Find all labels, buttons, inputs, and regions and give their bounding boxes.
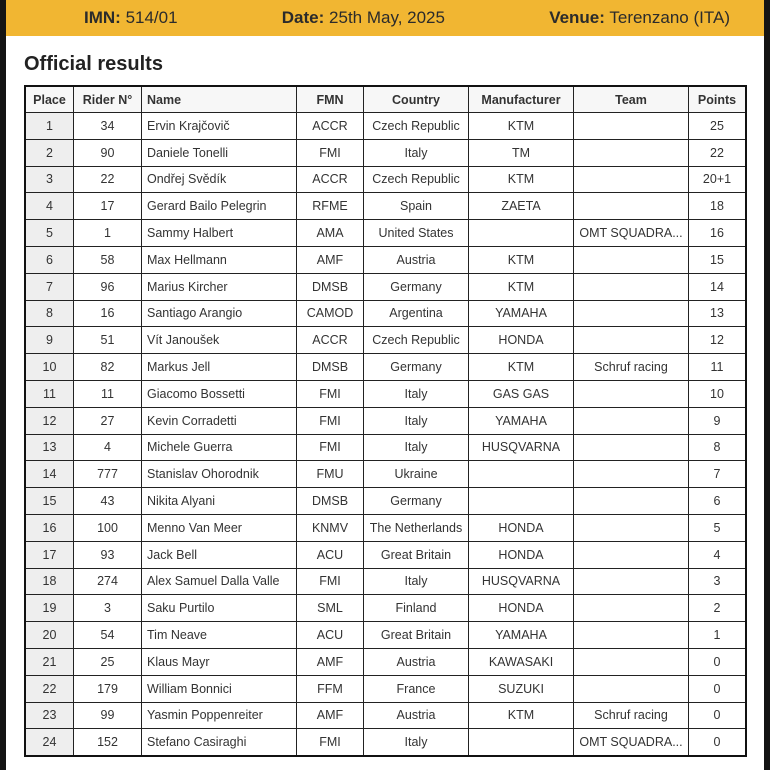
cell-team	[574, 166, 689, 193]
cell-manufacturer: HUSQVARNA	[469, 568, 574, 595]
cell-country: Spain	[364, 193, 469, 220]
cell-manufacturer: HUSQVARNA	[469, 434, 574, 461]
cell-manufacturer: TM	[469, 139, 574, 166]
cell-rider-number: 100	[74, 514, 142, 541]
column-header-place[interactable]: Place	[25, 86, 74, 113]
cell-fmn: ACCR	[297, 113, 364, 140]
table-row[interactable]	[25, 729, 746, 756]
cell-country: Finland	[364, 595, 469, 622]
cell-name: Stanislav Ohorodnik	[142, 461, 297, 488]
cell-points: 14	[689, 273, 747, 300]
cell-fmn: AMF	[297, 702, 364, 729]
cell-place: 21	[25, 648, 74, 675]
cell-country: Italy	[364, 434, 469, 461]
cell-name: Marius Kircher	[142, 273, 297, 300]
cell-name: Alex Samuel Dalla Valle	[142, 568, 297, 595]
cell-fmn: FMI	[297, 380, 364, 407]
cell-name: Ondřej Svědík	[142, 166, 297, 193]
cell-team	[574, 434, 689, 461]
cell-fmn: AMA	[297, 220, 364, 247]
cell-country: Germany	[364, 273, 469, 300]
table-row[interactable]	[25, 273, 746, 300]
cell-team: OMT SQUADRA...	[574, 220, 689, 247]
cell-fmn: ACU	[297, 541, 364, 568]
table-row[interactable]	[25, 675, 746, 702]
table-row[interactable]	[25, 488, 746, 515]
cell-country: Germany	[364, 354, 469, 381]
cell-team	[574, 193, 689, 220]
cell-rider-number: 16	[74, 300, 142, 327]
cell-fmn: FMI	[297, 139, 364, 166]
cell-country: Italy	[364, 729, 469, 756]
table-row[interactable]	[25, 193, 746, 220]
cell-name: Markus Jell	[142, 354, 297, 381]
cell-points: 11	[689, 354, 747, 381]
cell-points: 10	[689, 380, 747, 407]
cell-manufacturer: KTM	[469, 702, 574, 729]
cell-fmn: SML	[297, 595, 364, 622]
imn-info	[84, 8, 178, 28]
table-row[interactable]	[25, 246, 746, 273]
cell-points: 3	[689, 568, 747, 595]
cell-name: Vít Janoušek	[142, 327, 297, 354]
cell-fmn: DMSB	[297, 273, 364, 300]
cell-place: 19	[25, 595, 74, 622]
cell-name: Ervin Krajčovič	[142, 113, 297, 140]
cell-manufacturer: YAMAHA	[469, 622, 574, 649]
cell-place: 10	[25, 354, 74, 381]
cell-fmn: FMI	[297, 568, 364, 595]
venue-label: Venue:	[549, 8, 605, 27]
cell-place: 7	[25, 273, 74, 300]
cell-fmn: FMI	[297, 407, 364, 434]
column-header-name[interactable]: Name	[142, 86, 297, 113]
cell-points: 0	[689, 675, 747, 702]
cell-fmn: KNMV	[297, 514, 364, 541]
cell-place: 15	[25, 488, 74, 515]
cell-country: Great Britain	[364, 622, 469, 649]
cell-country: The Netherlands	[364, 514, 469, 541]
cell-team	[574, 113, 689, 140]
cell-points: 8	[689, 434, 747, 461]
cell-country: Great Britain	[364, 541, 469, 568]
cell-country: Italy	[364, 568, 469, 595]
cell-place: 8	[25, 300, 74, 327]
table-row[interactable]	[25, 514, 746, 541]
cell-points: 16	[689, 220, 747, 247]
table-row[interactable]	[25, 622, 746, 649]
cell-name: Kevin Corradetti	[142, 407, 297, 434]
table-row[interactable]	[25, 166, 746, 193]
cell-manufacturer: KTM	[469, 273, 574, 300]
event-header-bar	[6, 0, 764, 36]
cell-rider-number: 152	[74, 729, 142, 756]
cell-points: 7	[689, 461, 747, 488]
cell-name: Menno Van Meer	[142, 514, 297, 541]
venue-info	[549, 8, 730, 28]
cell-country: Czech Republic	[364, 113, 469, 140]
table-row[interactable]	[25, 568, 746, 595]
cell-team	[574, 648, 689, 675]
cell-rider-number: 4	[74, 434, 142, 461]
results-page	[6, 0, 764, 770]
cell-manufacturer: SUZUKI	[469, 675, 574, 702]
cell-points: 4	[689, 541, 747, 568]
cell-rider-number: 11	[74, 380, 142, 407]
cell-country: Germany	[364, 488, 469, 515]
cell-name: Jack Bell	[142, 541, 297, 568]
cell-manufacturer	[469, 461, 574, 488]
cell-points: 0	[689, 648, 747, 675]
column-header-manufacturer[interactable]: Manufacturer	[469, 86, 574, 113]
table-header-row	[25, 86, 746, 113]
cell-manufacturer	[469, 488, 574, 515]
cell-name: Stefano Casiraghi	[142, 729, 297, 756]
page-title: Official results	[24, 53, 163, 75]
cell-rider-number: 34	[74, 113, 142, 140]
cell-place: 4	[25, 193, 74, 220]
cell-team	[574, 380, 689, 407]
cell-rider-number: 96	[74, 273, 142, 300]
table-row[interactable]	[25, 434, 746, 461]
cell-points: 9	[689, 407, 747, 434]
venue-value: Terenzano (ITA)	[609, 8, 730, 27]
date-label: Date:	[281, 8, 325, 27]
cell-rider-number: 274	[74, 568, 142, 595]
cell-name: Daniele Tonelli	[142, 139, 297, 166]
cell-fmn: AMF	[297, 246, 364, 273]
cell-rider-number: 82	[74, 354, 142, 381]
table-row[interactable]	[25, 220, 746, 247]
cell-team: Schruf racing	[574, 354, 689, 381]
cell-place: 9	[25, 327, 74, 354]
table-row[interactable]	[25, 327, 746, 354]
cell-points: 0	[689, 729, 747, 756]
cell-country: Ukraine	[364, 461, 469, 488]
cell-points: 5	[689, 514, 747, 541]
cell-name: Sammy Halbert	[142, 220, 297, 247]
results-table	[24, 85, 747, 757]
cell-name: Yasmin Poppenreiter	[142, 702, 297, 729]
date-info	[282, 8, 445, 28]
cell-place: 12	[25, 407, 74, 434]
imn-label: IMN:	[84, 8, 121, 27]
cell-team	[574, 273, 689, 300]
cell-place: 14	[25, 461, 74, 488]
cell-team	[574, 139, 689, 166]
cell-name: Max Hellmann	[142, 246, 297, 273]
cell-place: 24	[25, 729, 74, 756]
table-row[interactable]	[25, 380, 746, 407]
cell-rider-number: 90	[74, 139, 142, 166]
cell-manufacturer: KTM	[469, 354, 574, 381]
cell-place: 3	[25, 166, 74, 193]
cell-rider-number: 1	[74, 220, 142, 247]
cell-points: 18	[689, 193, 747, 220]
cell-name: Michele Guerra	[142, 434, 297, 461]
cell-team	[574, 675, 689, 702]
cell-fmn: ACCR	[297, 166, 364, 193]
table-row[interactable]	[25, 354, 746, 381]
table-row[interactable]	[25, 461, 746, 488]
cell-name: Giacomo Bossetti	[142, 380, 297, 407]
cell-place: 16	[25, 514, 74, 541]
cell-points: 22	[689, 139, 747, 166]
cell-rider-number: 99	[74, 702, 142, 729]
cell-place: 13	[25, 434, 74, 461]
cell-country: Italy	[364, 380, 469, 407]
column-header-fmn[interactable]: FMN	[297, 86, 364, 113]
cell-country: Argentina	[364, 300, 469, 327]
cell-country: Italy	[364, 407, 469, 434]
cell-place: 20	[25, 622, 74, 649]
cell-place: 5	[25, 220, 74, 247]
cell-points: 15	[689, 246, 747, 273]
cell-place: 1	[25, 113, 74, 140]
cell-manufacturer: ZAETA	[469, 193, 574, 220]
cell-points: 0	[689, 702, 747, 729]
table-row[interactable]	[25, 702, 746, 729]
cell-fmn: FFM	[297, 675, 364, 702]
cell-points: 6	[689, 488, 747, 515]
cell-rider-number: 3	[74, 595, 142, 622]
cell-team	[574, 327, 689, 354]
cell-fmn: RFME	[297, 193, 364, 220]
cell-rider-number: 25	[74, 648, 142, 675]
cell-points: 13	[689, 300, 747, 327]
cell-fmn: CAMOD	[297, 300, 364, 327]
cell-name: Tim Neave	[142, 622, 297, 649]
cell-team	[574, 622, 689, 649]
cell-team	[574, 541, 689, 568]
cell-manufacturer: KTM	[469, 246, 574, 273]
cell-points: 20+1	[689, 166, 747, 193]
column-header-points[interactable]: Points	[689, 86, 747, 113]
cell-country: Austria	[364, 702, 469, 729]
cell-manufacturer	[469, 729, 574, 756]
cell-rider-number: 43	[74, 488, 142, 515]
cell-manufacturer: KTM	[469, 113, 574, 140]
column-header-team[interactable]: Team	[574, 86, 689, 113]
cell-manufacturer: HONDA	[469, 541, 574, 568]
column-header-country[interactable]: Country	[364, 86, 469, 113]
cell-team: OMT SQUADRA...	[574, 729, 689, 756]
cell-team	[574, 300, 689, 327]
cell-rider-number: 179	[74, 675, 142, 702]
table-row[interactable]	[25, 407, 746, 434]
cell-points: 25	[689, 113, 747, 140]
cell-fmn: AMF	[297, 648, 364, 675]
cell-name: William Bonnici	[142, 675, 297, 702]
cell-rider-number: 777	[74, 461, 142, 488]
cell-fmn: ACCR	[297, 327, 364, 354]
cell-rider-number: 51	[74, 327, 142, 354]
cell-place: 2	[25, 139, 74, 166]
cell-fmn: FMU	[297, 461, 364, 488]
table-row[interactable]	[25, 139, 746, 166]
cell-manufacturer: YAMAHA	[469, 300, 574, 327]
table-row[interactable]	[25, 113, 746, 140]
cell-country: Czech Republic	[364, 327, 469, 354]
cell-country: United States	[364, 220, 469, 247]
cell-place: 11	[25, 380, 74, 407]
cell-manufacturer: YAMAHA	[469, 407, 574, 434]
cell-rider-number: 93	[74, 541, 142, 568]
cell-fmn: DMSB	[297, 488, 364, 515]
cell-country: Austria	[364, 648, 469, 675]
cell-name: Santiago Arangio	[142, 300, 297, 327]
cell-rider-number: 58	[74, 246, 142, 273]
table-row[interactable]	[25, 648, 746, 675]
cell-country: Italy	[364, 139, 469, 166]
cell-rider-number: 27	[74, 407, 142, 434]
cell-manufacturer: HONDA	[469, 595, 574, 622]
cell-name: Nikita Alyani	[142, 488, 297, 515]
cell-country: Czech Republic	[364, 166, 469, 193]
cell-name: Klaus Mayr	[142, 648, 297, 675]
table-row[interactable]	[25, 595, 746, 622]
cell-team	[574, 514, 689, 541]
cell-fmn: ACU	[297, 622, 364, 649]
cell-team	[574, 488, 689, 515]
cell-rider-number: 22	[74, 166, 142, 193]
cell-manufacturer: HONDA	[469, 327, 574, 354]
cell-name: Saku Purtilo	[142, 595, 297, 622]
cell-manufacturer	[469, 220, 574, 247]
table-row[interactable]	[25, 300, 746, 327]
cell-points: 1	[689, 622, 747, 649]
cell-team	[574, 461, 689, 488]
cell-country: France	[364, 675, 469, 702]
cell-place: 22	[25, 675, 74, 702]
cell-name: Gerard Bailo Pelegrin	[142, 193, 297, 220]
cell-manufacturer: KTM	[469, 166, 574, 193]
table-row[interactable]	[25, 541, 746, 568]
cell-team: Schruf racing	[574, 702, 689, 729]
cell-place: 18	[25, 568, 74, 595]
cell-country: Austria	[364, 246, 469, 273]
cell-fmn: DMSB	[297, 354, 364, 381]
cell-place: 6	[25, 246, 74, 273]
column-header-rider-number[interactable]: Rider N°	[74, 86, 142, 113]
cell-team	[574, 407, 689, 434]
cell-manufacturer: GAS GAS	[469, 380, 574, 407]
cell-place: 23	[25, 702, 74, 729]
date-value: 25th May, 2025	[329, 8, 445, 27]
cell-manufacturer: KAWASAKI	[469, 648, 574, 675]
imn-value: 514/01	[125, 8, 178, 27]
cell-fmn: FMI	[297, 729, 364, 756]
cell-team	[574, 595, 689, 622]
cell-place: 17	[25, 541, 74, 568]
cell-rider-number: 17	[74, 193, 142, 220]
cell-fmn: FMI	[297, 434, 364, 461]
cell-manufacturer: HONDA	[469, 514, 574, 541]
cell-rider-number: 54	[74, 622, 142, 649]
cell-team	[574, 246, 689, 273]
cell-team	[574, 568, 689, 595]
cell-points: 2	[689, 595, 747, 622]
cell-points: 12	[689, 327, 747, 354]
